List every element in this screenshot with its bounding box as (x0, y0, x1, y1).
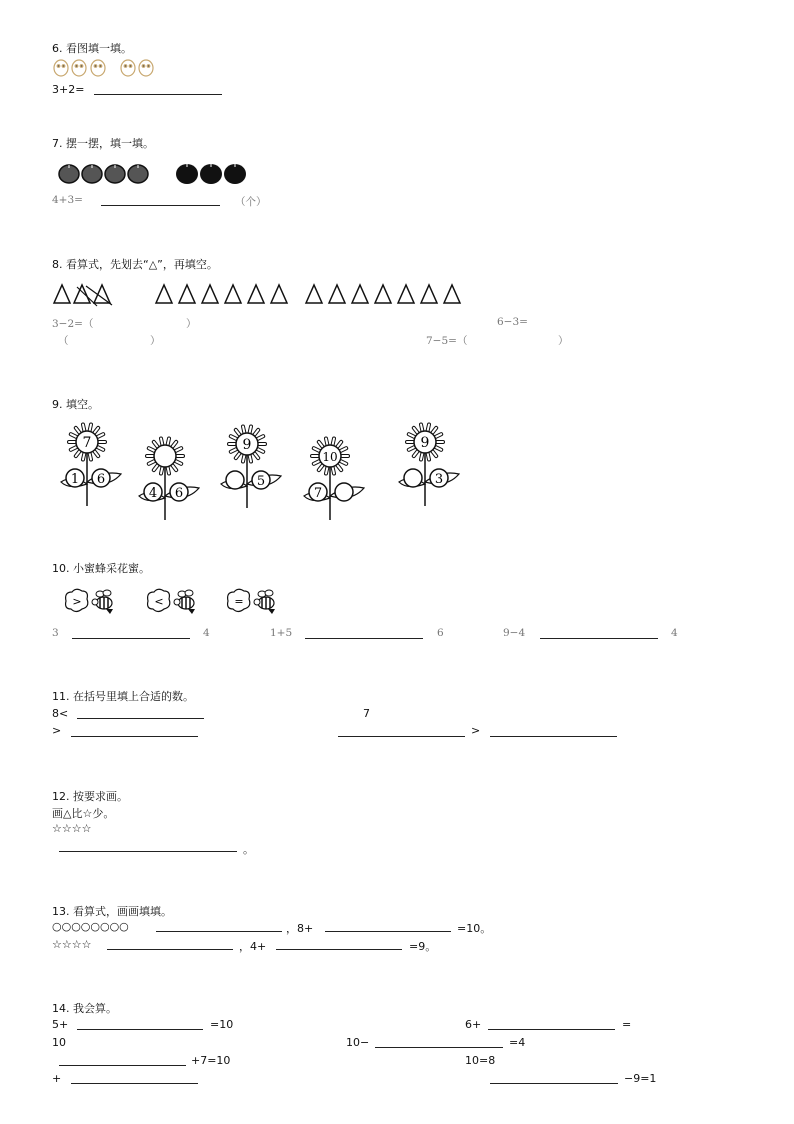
q10-a-left: 3 (52, 627, 59, 639)
comparison-sign: = (234, 595, 244, 608)
answer-blank[interactable] (59, 851, 237, 852)
bee-icon (174, 590, 195, 614)
flower-center-number: 10 (322, 450, 338, 464)
q13-title: 13. 看算式，画画填填。 (52, 905, 172, 918)
q7-tomatoes (58, 160, 258, 186)
answer-blank[interactable] (94, 94, 222, 95)
q12-stars: ☆☆☆☆ (52, 822, 92, 835)
answer-blank[interactable] (375, 1047, 503, 1048)
answer-blank[interactable] (107, 949, 233, 950)
q8-eq-b: 6−3= (497, 316, 528, 328)
q12-instruction: 画△比☆少。 (52, 807, 115, 820)
answer-blank[interactable] (490, 736, 617, 737)
sunflower (133, 436, 205, 524)
sunflower (215, 424, 287, 512)
q13-c-sep: ，8+ (286, 922, 314, 935)
q13-stars: ☆☆☆☆ (52, 938, 92, 951)
q10-c-right: 4 (671, 627, 678, 639)
triangle-icon (54, 285, 460, 303)
answer-blank[interactable] (488, 1029, 615, 1030)
q14-r2-c: =4 (509, 1036, 526, 1049)
leaf-number-left: 7 (313, 486, 323, 501)
q8-eq-c: 7−5=（ (426, 335, 468, 347)
answer-blank[interactable] (276, 949, 402, 950)
bee-flower (144, 586, 200, 616)
sunflower (55, 422, 127, 510)
q11-title: 11. 在括号里填上合适的数。 (52, 690, 194, 703)
q8-eq-a: 3−2=（ (52, 318, 94, 330)
q10-a-right: 4 (203, 627, 210, 639)
leaf-number-right: 3 (434, 472, 444, 487)
sunflower (393, 422, 465, 510)
answer-blank[interactable] (305, 638, 423, 639)
bird-icon (54, 60, 153, 76)
q14-r3-a: +7=10 (191, 1054, 231, 1067)
answer-blank[interactable] (77, 718, 204, 719)
q8-title: 8. 看算式，先划去“△”，再填空。 (52, 258, 218, 271)
comparison-sign: < (154, 595, 164, 608)
bee-flower (62, 586, 118, 616)
q10-c-left: 9−4 (503, 627, 526, 639)
leaf-number-left: 4 (148, 486, 158, 501)
q12-title: 12. 按要求画。 (52, 790, 128, 803)
answer-blank[interactable] (71, 736, 198, 737)
q10-b-right: 6 (437, 627, 444, 639)
comparison-sign: > (72, 595, 82, 608)
q6-title: 6. 看图填一填。 (52, 42, 132, 55)
answer-blank[interactable] (540, 638, 658, 639)
q9-title: 9. 填空。 (52, 398, 99, 411)
q8-paren-open: （ (58, 335, 69, 347)
q13-c-end: =10。 (457, 922, 492, 935)
flower-center-number: 7 (82, 435, 92, 451)
q7-equation: 4+3= (52, 194, 83, 206)
bee-icon (254, 590, 275, 614)
leaf-number-right: 6 (174, 486, 184, 501)
tomato-icon (59, 165, 148, 183)
q11-r1-left: 8< (52, 707, 69, 720)
leaf-number-right: 6 (96, 472, 106, 487)
q14-r1-d: = (622, 1018, 632, 1031)
q6-equation: 3+2= (52, 83, 85, 96)
answer-blank[interactable] (325, 931, 451, 932)
q14-r1-b: =10 (210, 1018, 234, 1031)
bee-icon (92, 590, 113, 614)
answer-blank[interactable] (77, 1029, 203, 1030)
flower-center-number: 9 (242, 437, 252, 453)
q10-title: 10. 小蜜蜂采花蜜。 (52, 562, 150, 575)
bee-flower (224, 586, 280, 616)
q14-title: 14. 我会算。 (52, 1002, 117, 1015)
q14-r4-a: + (52, 1072, 62, 1085)
q11-r2-mid: > (471, 724, 481, 737)
q13-s-sep: ，4+ (239, 940, 267, 953)
q14-r2-b: 10− (346, 1036, 370, 1049)
answer-blank[interactable] (71, 1083, 198, 1084)
flower-center-number: 9 (420, 435, 430, 451)
answer-blank[interactable] (338, 736, 465, 737)
q8-paren-close: ） (150, 335, 161, 347)
q14-r1-a: 5+ (52, 1018, 69, 1031)
q14-r3-b: 10=8 (465, 1054, 496, 1067)
q12-end: 。 (243, 843, 254, 856)
answer-blank[interactable] (101, 205, 220, 206)
q8-eq-c-close: ） (558, 335, 569, 347)
q6-pictures (52, 57, 162, 81)
q8-triangles (52, 281, 472, 307)
answer-blank[interactable] (59, 1065, 186, 1066)
q13-s-end: =9。 (409, 940, 437, 953)
answer-blank[interactable] (72, 638, 190, 639)
q7-unit: （个） (235, 196, 267, 208)
q14-r4-b: −9=1 (624, 1072, 657, 1085)
answer-blank[interactable] (156, 931, 282, 932)
leaf-number-right: 5 (256, 474, 266, 489)
sunflower (298, 436, 370, 524)
q10-b-left: 1+5 (270, 627, 293, 639)
q7-title: 7. 摆一摆，填一填。 (52, 137, 154, 150)
q14-r1-c: 6+ (465, 1018, 482, 1031)
q11-r1-mid: 7 (363, 707, 370, 720)
q13-circles: ○○○○○○○○ (52, 920, 129, 933)
q8-eq-a-close: ） (186, 318, 197, 330)
answer-blank[interactable] (490, 1083, 618, 1084)
q11-r2-left: > (52, 724, 62, 737)
q14-r2-a: 10 (52, 1036, 66, 1049)
leaf-number-left: 1 (70, 472, 80, 487)
